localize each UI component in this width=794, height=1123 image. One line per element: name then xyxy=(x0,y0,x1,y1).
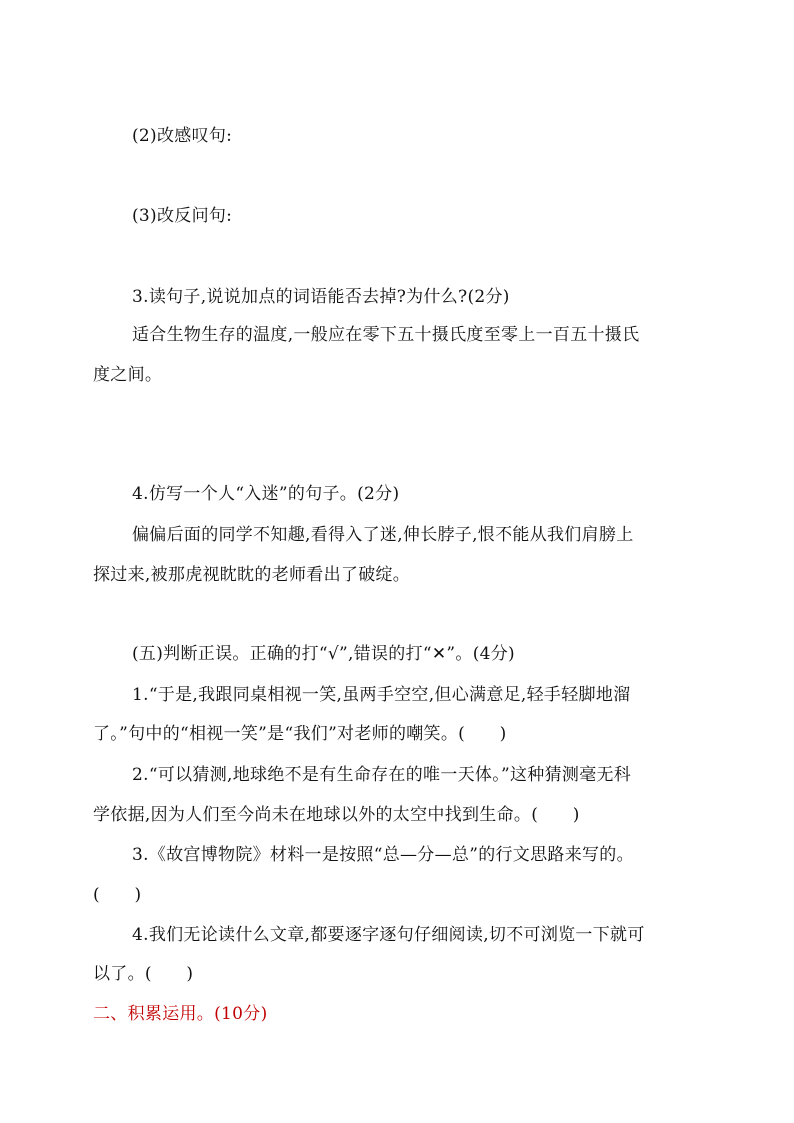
q3-text-line1: 适合生物生存的温度,一般应在零下五十摄氏度至零上一百五十摄氏 xyxy=(132,325,640,345)
section5-item-2-line1: 2.“可以猜测,地球绝不是有生命存在的唯一天体。”这种猜测毫无科 xyxy=(132,765,632,785)
section5-item-1-line1: 1.“于是,我跟同桌相视一笑,虽两手空空,但心满意足,轻手轻脚地溜 xyxy=(132,685,631,705)
q4-prompt: 4.仿写一个人“入迷”的句子。(2分) xyxy=(132,484,400,504)
q3-prompt: 3.读句子,说说加点的词语能否去掉?为什么?(2分) xyxy=(132,287,510,307)
section5-item-4-line1: 4.我们无论读什么文章,都要逐字逐句仔细阅读,切不可浏览一下就可 xyxy=(132,925,645,945)
section5-item-3-line1: 3.《故宫博物院》材料一是按照“总—分—总”的行文思路来写的。 xyxy=(132,845,634,865)
section5-item-1-line2: 了。”句中的“相视一笑”是“我们”对老师的嘲笑。( ) xyxy=(93,724,507,744)
section5-item-2-line2: 学依据,因为人们至今尚未在地球以外的太空中找到生命。( ) xyxy=(93,805,580,825)
section5-item-3-line2: ( ) xyxy=(93,885,142,905)
q2-sub3-prompt: (3)改反问句: xyxy=(132,206,233,226)
q3-text-line2: 度之间。 xyxy=(93,365,163,385)
q4-text-line2: 探过来,被那虎视眈眈的老师看出了破绽。 xyxy=(93,565,411,585)
section5-item-4-line2: 以了。( ) xyxy=(93,964,194,984)
section2-heading: 二、积累运用。(10分) xyxy=(93,1004,268,1024)
section5-title: (五)判断正误。正确的打“√”,错误的打“✕”。(4分) xyxy=(132,644,515,664)
q4-text-line1: 偏偏后面的同学不知趣,看得入了迷,伸长脖子,恨不能从我们肩膀上 xyxy=(132,525,634,545)
q2-sub2-prompt: (2)改感叹句: xyxy=(132,126,233,146)
